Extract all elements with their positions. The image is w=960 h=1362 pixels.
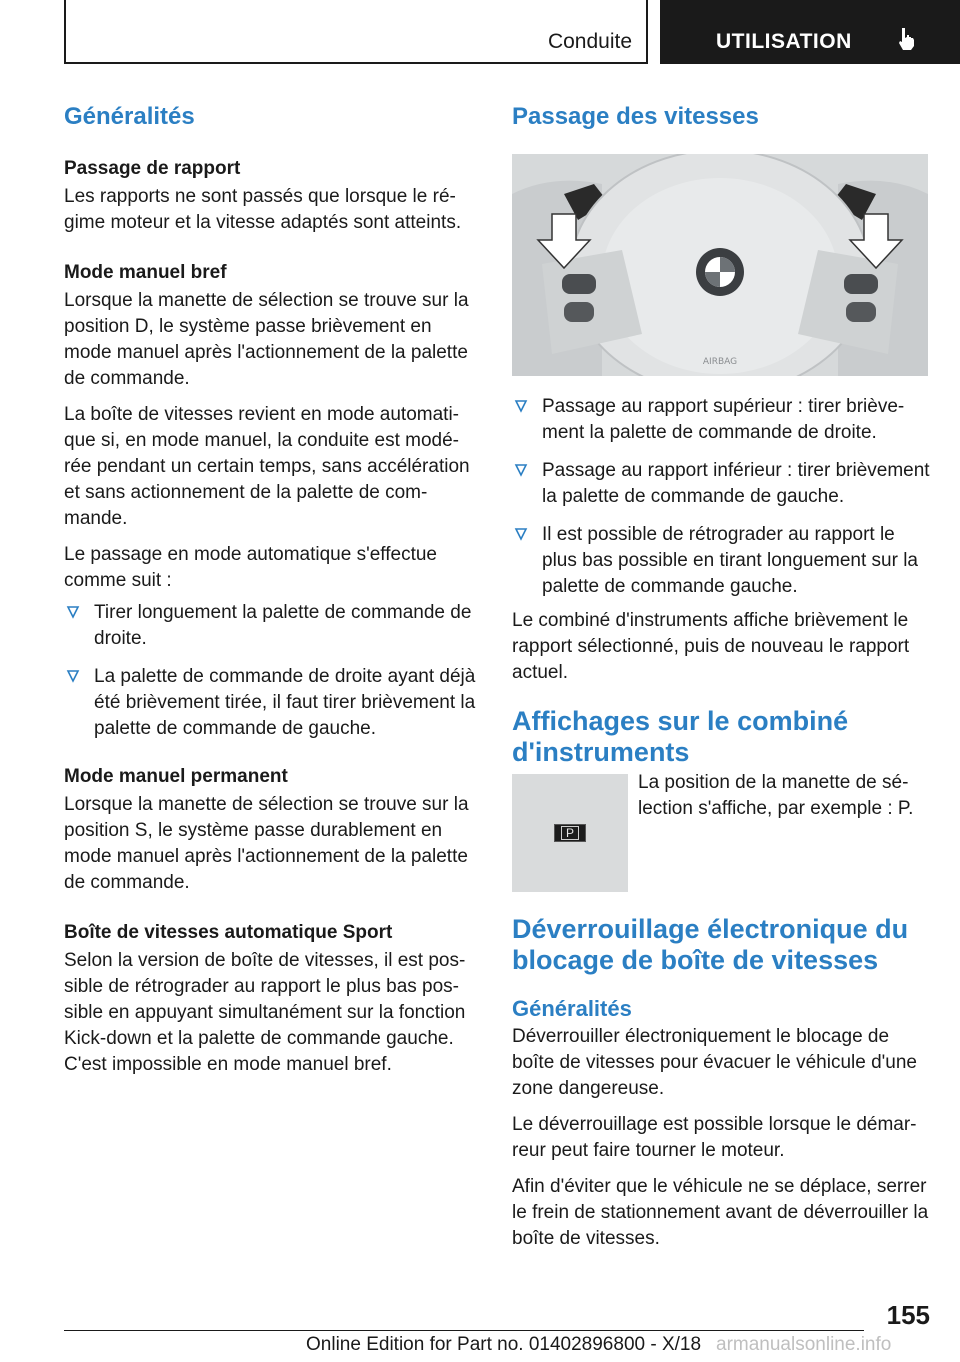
paragraph: Les rapports ne sont passés que lorsque le ré-gime moteur et la vitesse adaptés sont atteints.	[64, 186, 462, 233]
list-item: Passage au rapport inférieur : tirer brièvement la palette de commande de gauche.	[512, 458, 930, 510]
heading-generalites-2: Généralités	[512, 996, 632, 1021]
watermark: armanualsonline.info	[716, 1334, 892, 1355]
airbag-label: AIRBAG	[702, 357, 738, 367]
steering-wheel-illustration	[512, 154, 928, 376]
gear-indicator-icon	[554, 824, 586, 842]
list-item: Il est possible de rétrograder au rapport le plus bas possible en tirant longuement sur la palette de commande gauche.	[512, 522, 930, 600]
section-title: UTILISATION	[716, 30, 852, 53]
triangle-bullet-icon	[514, 526, 528, 542]
paragraph: Le déverrouillage est possible lorsque le démar-reur peut faire tourner le moteur.	[512, 1114, 917, 1161]
heading-generalites: Généralités	[64, 103, 195, 130]
paragraph: Le passage en mode automatique s'effectue comme suit :	[64, 544, 437, 591]
edition-text: Online Edition for Part no. 01402896800 - X/18	[306, 1334, 702, 1355]
left-column	[64, 100, 478, 1078]
paragraph: Lorsque la manette de sélection se trouve sur la position S, le système passe durablement en mode manuel après l'actionnement de la palette de commande.	[64, 794, 469, 893]
footer-rule	[64, 1330, 864, 1331]
heading-deverrouillage: Déverrouillage électronique du blocage de boîte de vitesses	[512, 914, 909, 975]
paragraph: Le combiné d'instruments affiche brièvement le rapport sélectionné, puis de nouveau le rapport actuel.	[512, 610, 910, 683]
paragraph: Lorsque la manette de sélection se trouve sur la position D, le système passe brièvement en mode manuel après l'actionnement de la palette de commande.	[64, 290, 469, 389]
display-example-row	[512, 774, 930, 892]
list-item: Passage au rapport supérieur : tirer briève-ment la palette de commande de droite.	[512, 394, 930, 446]
triangle-bullet-icon	[514, 398, 528, 414]
list-item: La palette de commande de droite ayant déjà été brièvement tirée, il faut tirer brièvement la palette de commande de gauche.	[64, 664, 478, 742]
steering-wheel-figure	[512, 154, 928, 376]
triangle-bullet-icon	[66, 604, 80, 620]
heading-affichages-combine: Affichages sur le combiné d'instruments	[512, 706, 849, 767]
paragraph: Déverrouiller électroniquement le blocage de boîte de vitesses pour évacuer le véhicule d'une zone dangereuse.	[512, 1026, 917, 1099]
paragraph: La boîte de vitesses revient en mode automati-que si, en mode manuel, la conduite est modé-rée pendant un certain temps, sans accélération et sans actionnement de la palette de com-mande.	[64, 404, 470, 529]
bullet-list	[64, 600, 478, 742]
subheading-boite-sport: Boîte de vitesses automatique Sport	[64, 922, 393, 943]
header-chapter-box	[64, 0, 648, 64]
instrument-display-figure	[512, 774, 628, 892]
header-section-box	[660, 0, 960, 64]
subheading-mode-manuel-permanent: Mode manuel permanent	[64, 766, 288, 787]
paragraph: Afin d'éviter que le véhicule ne se déplace, serrer le frein de stationnement avant de déverrouiller la boîte de vitesses.	[512, 1176, 929, 1249]
page-number: 155	[886, 1300, 930, 1330]
subheading-passage-rapport: Passage de rapport	[64, 158, 241, 179]
list-item: Tirer longuement la palette de commande de droite.	[64, 600, 478, 652]
subheading-mode-manuel-bref: Mode manuel bref	[64, 262, 227, 283]
gear-indicator-value: P	[561, 826, 579, 840]
bullet-list	[512, 394, 930, 600]
triangle-bullet-icon	[66, 668, 80, 684]
paragraph: Selon la version de boîte de vitesses, il est pos-sible de rétrograder au rapport le plus bas pos-sible en appuyant simultanément sur la fonction Kick-down et la palette de commande gauche. C'est impossible en mode manuel bref.	[64, 950, 466, 1075]
hand-pointer-icon	[894, 26, 920, 52]
paragraph: La position de la manette de sé-lection s'affiche, par exemple : P.	[638, 772, 914, 819]
right-column	[512, 100, 930, 1252]
chapter-title: Conduite	[547, 30, 632, 53]
triangle-bullet-icon	[514, 462, 528, 478]
heading-passage-vitesses: Passage des vitesses	[512, 103, 759, 130]
